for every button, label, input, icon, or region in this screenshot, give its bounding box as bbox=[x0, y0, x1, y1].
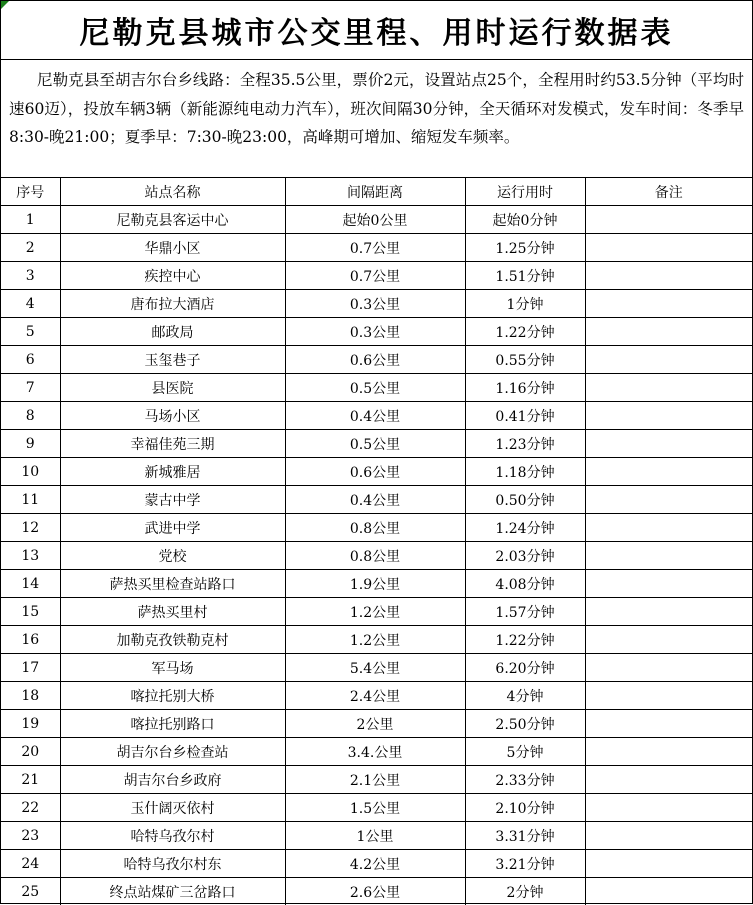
cell-time[interactable]: 0.55分钟 bbox=[465, 346, 585, 374]
cell-distance[interactable]: 1公里 bbox=[285, 822, 465, 850]
cell-distance[interactable]: 0.6公里 bbox=[285, 346, 465, 374]
table-row bbox=[1, 626, 752, 654]
table-row bbox=[1, 878, 752, 905]
cell-distance[interactable]: 4.2公里 bbox=[285, 850, 465, 878]
cell-station[interactable]: 幸福佳苑三期 bbox=[60, 430, 285, 458]
cell-note[interactable] bbox=[585, 262, 752, 290]
cell-station[interactable]: 军马场 bbox=[60, 654, 285, 682]
cell-comment-marker-icon bbox=[1, 1, 9, 9]
cell-station[interactable]: 县医院 bbox=[60, 374, 285, 402]
cell-seq[interactable]: 12 bbox=[1, 514, 60, 542]
cell-note[interactable] bbox=[585, 654, 752, 682]
header-note[interactable]: 备注 bbox=[585, 178, 752, 206]
cell-time[interactable]: 4.08分钟 bbox=[465, 570, 585, 598]
cell-note[interactable] bbox=[585, 374, 752, 402]
cell-note[interactable] bbox=[585, 318, 752, 346]
cell-note[interactable] bbox=[585, 486, 752, 514]
cell-seq[interactable]: 10 bbox=[1, 458, 60, 486]
cell-distance[interactable]: 0.4公里 bbox=[285, 486, 465, 514]
cell-station[interactable]: 华鼎小区 bbox=[60, 234, 285, 262]
cell-note[interactable] bbox=[585, 710, 752, 738]
cell-distance[interactable]: 1.9公里 bbox=[285, 570, 465, 598]
cell-time[interactable]: 6.20分钟 bbox=[465, 654, 585, 682]
cell-seq[interactable]: 2 bbox=[1, 234, 60, 262]
cell-note[interactable] bbox=[585, 514, 752, 542]
header-distance[interactable]: 间隔距离 bbox=[285, 178, 465, 206]
cell-station[interactable]: 喀拉托别路口 bbox=[60, 710, 285, 738]
cell-note[interactable] bbox=[585, 570, 752, 598]
table-row bbox=[1, 234, 752, 262]
table-row bbox=[1, 346, 752, 374]
table-row bbox=[1, 794, 752, 822]
cell-note[interactable] bbox=[585, 682, 752, 710]
cell-time[interactable]: 0.41分钟 bbox=[465, 402, 585, 430]
cell-note[interactable] bbox=[585, 626, 752, 654]
header-station[interactable]: 站点名称 bbox=[60, 178, 285, 206]
cell-distance[interactable]: 0.3公里 bbox=[285, 290, 465, 318]
cell-distance[interactable]: 1.2公里 bbox=[285, 598, 465, 626]
cell-distance[interactable]: 0.7公里 bbox=[285, 262, 465, 290]
cell-seq[interactable]: 7 bbox=[1, 374, 60, 402]
cell-seq[interactable]: 6 bbox=[1, 346, 60, 374]
table-row bbox=[1, 318, 752, 346]
cell-note[interactable] bbox=[585, 794, 752, 822]
cell-distance[interactable]: 起始0公里 bbox=[285, 206, 465, 234]
table-row bbox=[1, 402, 752, 430]
cell-distance[interactable]: 3.4.公里 bbox=[285, 738, 465, 766]
cell-seq[interactable]: 23 bbox=[1, 822, 60, 850]
table-row bbox=[1, 206, 752, 234]
cell-time[interactable]: 1.22分钟 bbox=[465, 626, 585, 654]
cell-seq[interactable]: 24 bbox=[1, 850, 60, 878]
cell-time[interactable]: 1.51分钟 bbox=[465, 262, 585, 290]
cell-note[interactable] bbox=[585, 402, 752, 430]
sheet-title: 尼勒克县城市公交里程、用时运行数据表 bbox=[80, 8, 674, 52]
cell-station[interactable]: 哈特乌孜尔村东 bbox=[60, 850, 285, 878]
cell-station[interactable]: 邮政局 bbox=[60, 318, 285, 346]
cell-seq[interactable]: 5 bbox=[1, 318, 60, 346]
table-row bbox=[1, 738, 752, 766]
cell-time[interactable]: 1.16分钟 bbox=[465, 374, 585, 402]
cell-station[interactable]: 萨热买里检查站路口 bbox=[60, 570, 285, 598]
table-row bbox=[1, 822, 752, 850]
cell-seq[interactable]: 15 bbox=[1, 598, 60, 626]
cell-station[interactable]: 玉玺巷子 bbox=[60, 346, 285, 374]
cell-time[interactable]: 1.57分钟 bbox=[465, 598, 585, 626]
cell-note[interactable] bbox=[585, 458, 752, 486]
cell-distance[interactable]: 0.5公里 bbox=[285, 430, 465, 458]
cell-time[interactable]: 2分钟 bbox=[465, 878, 585, 905]
cell-station[interactable]: 唐布拉大酒店 bbox=[60, 290, 285, 318]
cell-seq[interactable]: 20 bbox=[1, 738, 60, 766]
cell-seq[interactable]: 13 bbox=[1, 542, 60, 570]
header-time[interactable]: 运行用时 bbox=[465, 178, 585, 206]
cell-seq[interactable]: 16 bbox=[1, 626, 60, 654]
cell-seq[interactable]: 14 bbox=[1, 570, 60, 598]
cell-distance[interactable]: 2.4公里 bbox=[285, 682, 465, 710]
table-row bbox=[1, 598, 752, 626]
cell-note[interactable] bbox=[585, 430, 752, 458]
cell-distance[interactable]: 2.6公里 bbox=[285, 878, 465, 905]
cell-time[interactable]: 起始0分钟 bbox=[465, 206, 585, 234]
cell-station[interactable]: 喀拉托别大桥 bbox=[60, 682, 285, 710]
cell-seq[interactable]: 1 bbox=[1, 206, 60, 234]
cell-distance[interactable]: 0.3公里 bbox=[285, 318, 465, 346]
table-row bbox=[1, 570, 752, 598]
cell-note[interactable] bbox=[585, 598, 752, 626]
cell-time[interactable]: 1.24分钟 bbox=[465, 514, 585, 542]
cell-station[interactable]: 蒙古中学 bbox=[60, 486, 285, 514]
cell-time[interactable]: 4分钟 bbox=[465, 682, 585, 710]
cell-station[interactable]: 尼勒克县客运中心 bbox=[60, 206, 285, 234]
cell-note[interactable] bbox=[585, 738, 752, 766]
cell-seq[interactable]: 3 bbox=[1, 262, 60, 290]
cell-note[interactable] bbox=[585, 542, 752, 570]
cell-distance[interactable]: 5.4公里 bbox=[285, 654, 465, 682]
cell-station[interactable]: 哈特乌孜尔村 bbox=[60, 822, 285, 850]
cell-station[interactable]: 疾控中心 bbox=[60, 262, 285, 290]
cell-station[interactable]: 玉什阔灭依村 bbox=[60, 794, 285, 822]
cell-note[interactable] bbox=[585, 290, 752, 318]
cell-distance[interactable]: 2.1公里 bbox=[285, 766, 465, 794]
cell-seq[interactable]: 9 bbox=[1, 430, 60, 458]
cell-seq[interactable]: 25 bbox=[1, 878, 60, 905]
cell-seq[interactable]: 22 bbox=[1, 794, 60, 822]
table-row bbox=[1, 430, 752, 458]
cell-station[interactable]: 马场小区 bbox=[60, 402, 285, 430]
cell-station[interactable]: 新城雅居 bbox=[60, 458, 285, 486]
cell-seq[interactable]: 18 bbox=[1, 682, 60, 710]
cell-time[interactable]: 1分钟 bbox=[465, 290, 585, 318]
table-row bbox=[1, 290, 752, 318]
cell-distance[interactable]: 0.5公里 bbox=[285, 374, 465, 402]
cell-distance[interactable]: 0.8公里 bbox=[285, 514, 465, 542]
cell-time[interactable]: 3.21分钟 bbox=[465, 850, 585, 878]
header-seq[interactable]: 序号 bbox=[1, 178, 60, 206]
cell-note[interactable] bbox=[585, 850, 752, 878]
table-row bbox=[1, 710, 752, 738]
cell-time[interactable]: 2.33分钟 bbox=[465, 766, 585, 794]
cell-time[interactable]: 3.31分钟 bbox=[465, 822, 585, 850]
table-row bbox=[1, 766, 752, 794]
cell-note[interactable] bbox=[585, 766, 752, 794]
table-row bbox=[1, 654, 752, 682]
cell-time[interactable]: 1.25分钟 bbox=[465, 234, 585, 262]
route-description[interactable]: 尼勒克县至胡吉尔台乡线路：全程35.5公里，票价2元，设置站点25个，全程用时约53.5分钟（平均时速60迈），投放车辆3辆（新能源纯电动力汽车），班次间隔30分钟，全天循环对发模式，发车时间：冬季早8:30-晚21:00；夏季早：7:30-晚23:00，高峰期可增加、缩短发车频率。 bbox=[1, 60, 752, 178]
cell-distance[interactable]: 0.4公里 bbox=[285, 402, 465, 430]
table-header-row bbox=[1, 178, 752, 206]
cell-distance[interactable]: 0.8公里 bbox=[285, 542, 465, 570]
table-row bbox=[1, 682, 752, 710]
cell-time[interactable]: 0.50分钟 bbox=[465, 486, 585, 514]
cell-station[interactable]: 终点站煤矿三岔路口 bbox=[60, 878, 285, 905]
table-row bbox=[1, 542, 752, 570]
table-row bbox=[1, 486, 752, 514]
cell-note[interactable] bbox=[585, 346, 752, 374]
table-row bbox=[1, 262, 752, 290]
table-row bbox=[1, 850, 752, 878]
cell-note[interactable] bbox=[585, 822, 752, 850]
cell-seq[interactable]: 21 bbox=[1, 766, 60, 794]
cell-seq[interactable]: 17 bbox=[1, 654, 60, 682]
cell-station[interactable]: 武进中学 bbox=[60, 514, 285, 542]
cell-time[interactable]: 1.23分钟 bbox=[465, 430, 585, 458]
table-row bbox=[1, 514, 752, 542]
cell-station[interactable]: 党校 bbox=[60, 542, 285, 570]
cell-time[interactable]: 1.22分钟 bbox=[465, 318, 585, 346]
cell-time[interactable]: 2.50分钟 bbox=[465, 710, 585, 738]
cell-time[interactable]: 2.10分钟 bbox=[465, 794, 585, 822]
cell-time[interactable]: 5分钟 bbox=[465, 738, 585, 766]
cell-station[interactable]: 加勒克孜铁勒克村 bbox=[60, 626, 285, 654]
table-row bbox=[1, 458, 752, 486]
cell-note[interactable] bbox=[585, 206, 752, 234]
cell-seq[interactable]: 4 bbox=[1, 290, 60, 318]
cell-station[interactable]: 胡吉尔台乡检查站 bbox=[60, 738, 285, 766]
cell-distance[interactable]: 0.7公里 bbox=[285, 234, 465, 262]
sheet-title-cell[interactable] bbox=[1, 1, 752, 60]
cell-time[interactable]: 2.03分钟 bbox=[465, 542, 585, 570]
cell-station[interactable]: 胡吉尔台乡政府 bbox=[60, 766, 285, 794]
station-table bbox=[1, 178, 752, 905]
cell-note[interactable] bbox=[585, 234, 752, 262]
cell-seq[interactable]: 11 bbox=[1, 486, 60, 514]
table-row bbox=[1, 374, 752, 402]
cell-distance[interactable]: 2公里 bbox=[285, 710, 465, 738]
cell-time[interactable]: 1.18分钟 bbox=[465, 458, 585, 486]
cell-distance[interactable]: 1.2公里 bbox=[285, 626, 465, 654]
cell-distance[interactable]: 1.5公里 bbox=[285, 794, 465, 822]
cell-seq[interactable]: 8 bbox=[1, 402, 60, 430]
cell-station[interactable]: 萨热买里村 bbox=[60, 598, 285, 626]
cell-seq[interactable]: 19 bbox=[1, 710, 60, 738]
cell-note[interactable] bbox=[585, 878, 752, 905]
cell-distance[interactable]: 0.6公里 bbox=[285, 458, 465, 486]
